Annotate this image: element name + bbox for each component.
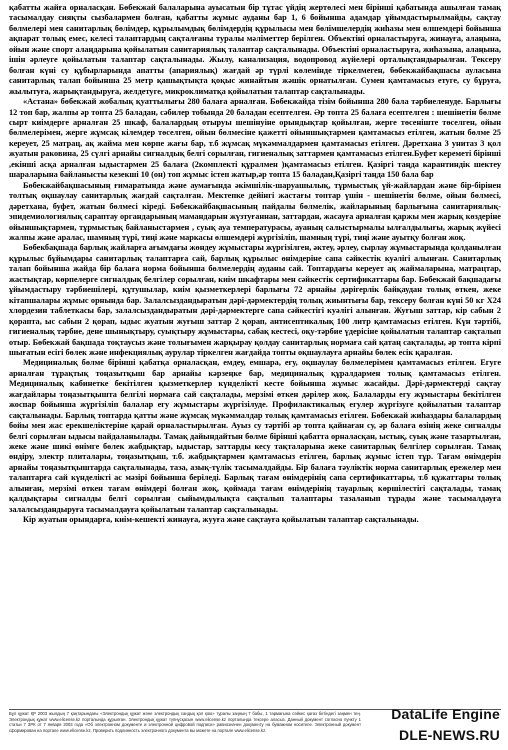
watermark-site-text: DLE-NEWS.RU xyxy=(399,727,500,743)
paragraph-2: «Астана» бөбекжай жобалық қуаттылығы 280 балаға арналған. Бөбекжайда тізім бойынша 280 бала тәрбиеленуде. Барлығы 12 топ бар, жалпы әр топта 25 баладан, сәбилер тобында 20 баладан есептелген. Әр топта 25 балаға есептелген : шешінетін бөлме сырт киімдерге арналған 25 шкаф, балалардың отыруы шешінуіне орындықтар қойылған, жерге төсеніште төселген, ойын бөлмелерімен, жерге жұмсақ кілемдер төселген, ойын бөлмесіне қажетті ойыншықтармен қамтамасыз етілген, жатын бөлме 25 кереует, 25 матрац, ақ жайма мен көрпе жағы бар, т.б жұмсақ мүкәммалдармен қамтамасыз етілген. Дәретхана 3 унитаз 3 қол жуатын раковина, 25 сүлгі арнайы сигналдық белгі сорылған, гигиеналық заттармен қамтамасыз етілген.Буфет кереметі бірінші ,екінші асқа арналған ыдыстармен 25 балаға (2комплекті құралмен )қамтамасыз етілген. Қазіргі таңда карантиндік шектеу шараларына байланысты кезекші 10 (он) топ жұмыс істеп жатыр,әр топта 15 баладан,Қазіргі таңда 150 бала бар xyxy=(9,97,501,180)
paragraph-3: Бөбекжайбақшасының ғимаратында және аумағында әкімшілік-шаруашылық, тұрмыстық үй-жайлардан және бір-бірінен толтық оқшаулау санитарлық жағдай сақталған. Мектепке дейінгі жастағы топтар үшін - шешінетін бөлме, ойын бөлмесі, дәретхана, буфет, жатын бөлмесі кіреді. Бөбекжайбақшасының пайдалы бөлмелік, жайларының барлығына санитариялық-эпидемиологиялық сараптау органдарының мамандарын жүзтуғаннан, заттардан, жасауға арналған қаржы мен жарық көздеріне ойыншықтармен, тұрмыстық байланыстармен , суық ауа температурасы, ауаның салыстырмалы ылғалдылығы, жарық жүйесі жалпы және аралас, шамның түрі, тиңі және маркасы өлшемдері жүргізіліп, шамның түрі, тиңі және ауытқу болған жоқ. xyxy=(9,180,501,242)
paragraph-5: Медициналық бөлме бірінші қабатқа орналасқан, емдеу, емшара, егу, оқшаулау бөлмелерімен қамтамасыз етілген. Егуге арналған тұрақтық тоңазытқыш бар арнайы кәрзеңке бар, медициналық құралдармен толық қамтамасыз етілген. Медициналық кабинетке бекітілген қызметкерлер күнделікті кесте бойынша жұмыс жасайды. Дәрі-дәрмектерді сақтау жағдайлары тоңазытқышта белгілі нормаға сай сақталады, мерзімі өткен дәрілер жоқ. Балаларды егу жұмыстары бекітілген жоспар бойынша жүргізіліп балалар егу жұмыстары жүргізілуде. Профилактикалық егулер жүргізуге қойылатын талаптар сақталынады. Барлық топтарда қатты және жұмсақ мүкәммалдар толық қамтамасыз етілген. Бөбекжай жиһаздары балалардың бойы мен жас ерекшеліктеріне қарай орналастырылған. Ауыз су тәртібі әр топта қайнаған су, әр балаға өзінің жеке сигналды белгі сорылған ыдысы пайдаланылады. Тамақ дайындайтын бөлме бірінші қабатта орналасқан, ыстық, суық және тазартылған, жеке және шикі өнімге бөлек жабдықтар, ыдыстар, заттарды кесу тақталарына жеке санитарлық белгілер сорылған. Тамақ өндіру, электр плиталары, тоңазытқыш, т.б. жабдықтармен қамтамасыз етілген, барлық жұмыс істеп тұр. Тағам өнімдерін арнайы тоңазытқыштарда сақталынады, таза, азық-түлік тасымалдайды. Бір балаға тәуліктік норма санитарлық ережелер мен талаптарға сай күнделікті ас мәзірі бойынша беріледі. Барлық тағам өнімдерінің сапа сертификаттары, т.б құжаттары толық алынған, мерзімі өткен тағам өнімдері болған жоқ, қоймада тағам өнімдерінің тауарлық көршілестігі сақталады, тамақ қалдықтары сигналды белгі сорылған сыйымдылықта сақталып талаптары тазаланып тұрады және тасымалдауға залалсыздандыруға тасымалдауға қойылатын талаптар сақталынады. xyxy=(9,358,501,514)
paragraph-4: Бөбекбақшада барлық жайларға ағымдағы жөндеу жұмыстары жүргізілген, әктеу, әрлеу, сырлау жұмыстарында қолданылған құрылыс бұйымдары санитарлық талаптарға сай, барлық құрылыс өнімдеріне сапа сәйкестік куәлігі алынған. Санитарлық талап бойынша жайда бір балаға норма бойынша бөлмелердің ауданы сай. Топтардағы кереует ақ жаймаларына, матрацтар, жастықтар, көрпелерге сигналдық белгілер сорылған, киім шкафтары мен сәйкестік сертификаттары бар. Бөбекжай бақшадағы ұйымдастыру тәрбиешілері, құтушылар, киім қызметкерлері барлығы 72 арнайы дәрігерлік байқаудан толық өткен, жеке кітапшалары жұмыс орнында бар. Залалсыздандыратын дәрі-дәрмектердің толық жиынтығы бар, тексеру болған күні 50 кг X24 хлордезин таблеткасы бар, залалсыздандыратын дәрі-дәрмектерге сапа сәйкестігі куәлігі алынған. Жуғыш заттар, кір сабын 2 қорапта, ыс сабын 2 қорап, ыдыс жуатын жуғыш заттар 2 қорап, антисептикалық 100 литр қамтамасыз етілген. Күн тәртібі, гигиеналық тәрбие, дене шынықтыру, суықтыру жұмыстары, сабақ кестесі, оқу-тәрбие үдерісіне қойылатын талаптар сақталып отыр. Бөбекжай бақшада тоқтаусыз және толығымен жарқырау қолдау санитарлық нормаға сай қатаң сақталады, әр топта кірпі шығатын есігі бөлек және инфекциялық аурулар тіркелген жағдайда топты оқшаулауға арнайы бөлек есік қаралған. xyxy=(9,243,501,357)
footer-disclaimer: Бұл құжат ҚР 2003 жылдың 7 қаңтарындағы «Электрондық құжат және электрондық сандық қол қою» туралы заңның 7 бабы, 1 тармағына сәйкес қағаз бетіндегі заңмен тең. Электрондық құжат www.elicense.kz порталында құрылған. Электрондық құжат түпнұсқасын www.elicense.kz порталында тексере аласыз. Данный документ согласно пункту 1 статьи 7 ЗРК от 7 января 2003 года «Об электронном документе и электронной цифровой подписи» равнозначен документу на бумажном носителе. Электронный документ сформирован на портале www.elicense.kz. Проверить подлинность электронного документа вы можете на портале www.elicense.kz. xyxy=(9,711,361,734)
watermark-engine-text: DataLife Engine xyxy=(391,706,500,722)
paragraph-1: қабатты жайға орналасқан. Бөбекжай балаларына ауысатын бір тұтас үйдің жертөлесі мен бірінші қабатында ашылған тамақ тасымалдау сияқты сызбалармен болған, қабатты жұмыс ауданы бар 1, 6 бойынша адамдар ұйымдастырылмайды, сақтау бөлмелері мен санитарлық бөлімдер, құрылымдық бөлімдердің құрылысы мен бөлімшелердің жиһазы мен өлшемдері бойынша ақпарат толық емес, келесі талаптардың сақталғаны туралы мәліметтер берілген. Объектіні орналастыруға, жинауға, алаңына, ойын және спорт алаңдарына қойылатын санитариялық талаптар сақталынады. Объектіні орналастыруға, жиһазына, алаңына, ішін әрлеуге қойылатын талаптар сақталынады. Жылу, канализация, водопровод жүйелері орталықтандырылған. Тексеру болған күні су құбырларында апатты (апариялық) жағдай әр түрлі көлемінде тіркелмеген, бөбекжайбақшасы ауласына санитарлық талап бойынша 25 метр қашықтықта қоқыс жинайтын жәшік орнатылған. Сумен қамтамасыз етуге, су бұруға, жылытуға, жарықтандыруға, желдетуге, микроклиматқа қойылатын талаптар сақталынады. xyxy=(9,3,501,96)
document-body xyxy=(9,3,501,526)
paragraph-6: Кір жуатын орындарға, киім-кешекті жинауға, жууға және сақтауға қойылатын талаптар сақталынады. xyxy=(23,515,419,525)
